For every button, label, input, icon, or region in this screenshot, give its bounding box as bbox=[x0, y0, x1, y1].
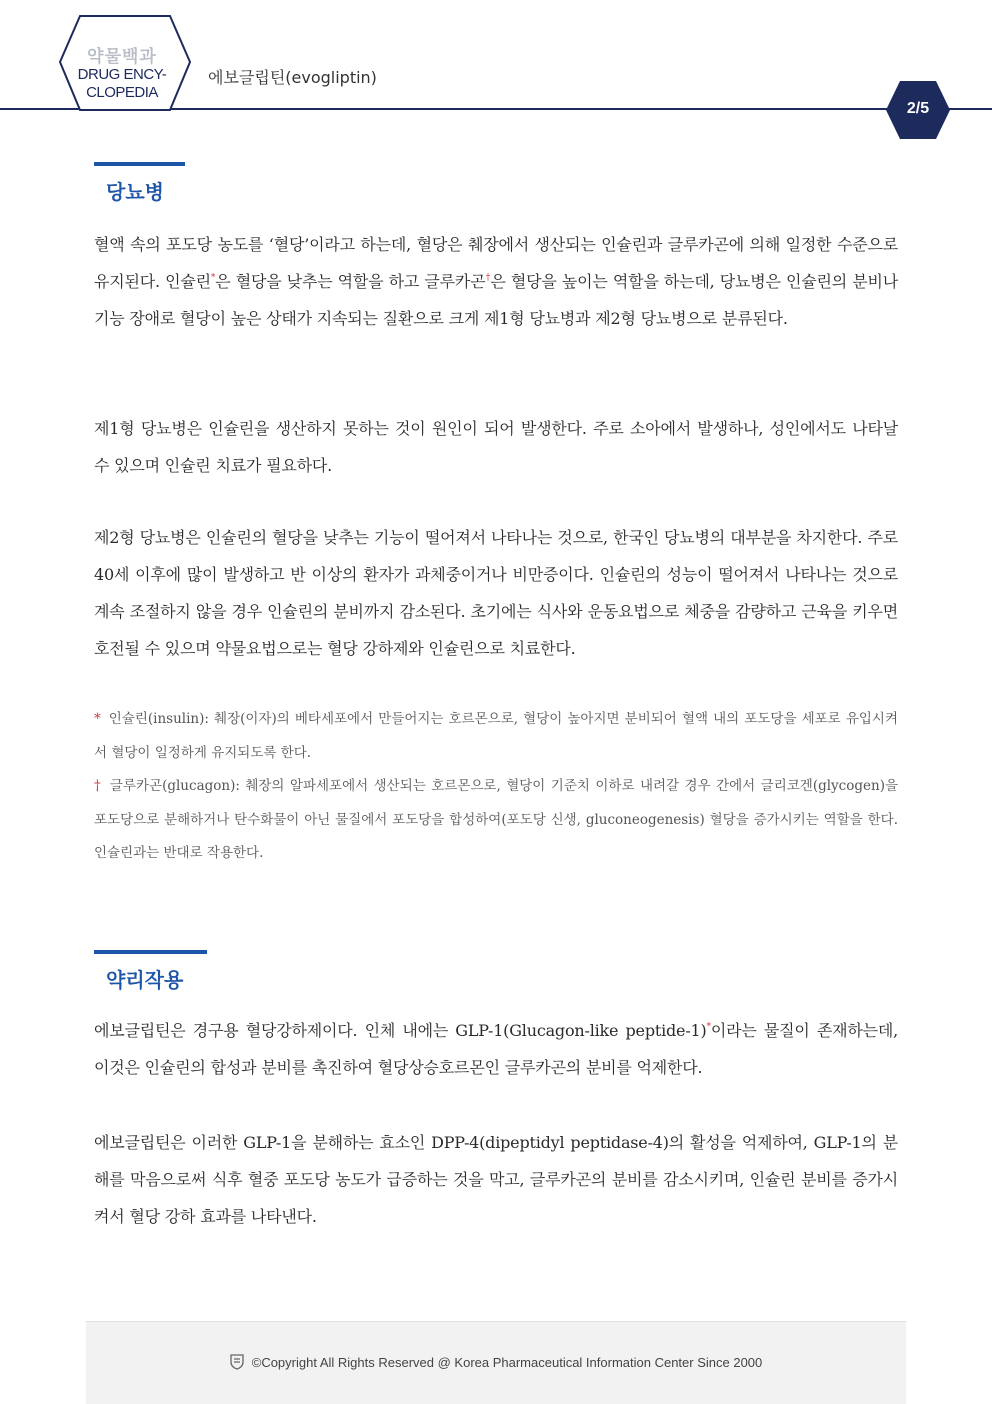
footnote-marker: † bbox=[485, 273, 491, 283]
paragraph-diabetes-intro bbox=[94, 226, 898, 337]
text-span: 은 혈당을 낮추는 역할을 하고 글루카곤 bbox=[215, 272, 486, 291]
text-span: 은 혈당을 높이는 역할을 하는데, 당뇨병은 인슐린의 분비나 기능 장애로 혈당이 높은 상태가 지속되는 질환으로 크게 제1형 당뇨병과 제2형 당뇨병으로 분류된다. bbox=[94, 272, 899, 328]
footnote-glucagon bbox=[94, 770, 898, 871]
text-span: 혈액 속의 포도당 농도를 ‘혈당’이라고 하는데, 혈당은 췌장에서 생산되는 인슐린과 글루카곤에 의해 일정한 수준으로 유지된다. 인슐린 bbox=[94, 235, 898, 291]
logo-english-text bbox=[70, 66, 174, 102]
footnote-mark: † bbox=[94, 778, 102, 794]
shield-icon bbox=[230, 1354, 244, 1370]
footer-copyright bbox=[86, 1354, 906, 1370]
copyright-text: ©Copyright All Rights Reserved @ Korea Pharmaceutical Information Center Since 2000 bbox=[251, 1355, 763, 1370]
section-bar bbox=[94, 950, 207, 954]
footnote-insulin bbox=[94, 703, 898, 770]
footnote-text: 글루카곤(glucagon): 췌장의 알파세포에서 생산되는 호르몬으로, 혈당이 기준치 이하로 내려갈 경우 간에서 글리코겐(glycogen)을 포도당으로 분해하거나 탄수화물이 아닌 물질에서 포도당을 합성하여(포도당 신생, gluconeogenesis) 혈당을 증가시키는 역할을 한다. 인슐린과는 반대로 작용한다. bbox=[94, 778, 898, 861]
section-title-pharmacology: 약리작용 bbox=[106, 968, 184, 992]
section-title-diabetes: 당뇨병 bbox=[106, 180, 164, 204]
logo-en-line2: CLOPEDIA bbox=[86, 84, 158, 101]
footnote-mark: * bbox=[94, 711, 101, 727]
footnote-marker: * bbox=[706, 1022, 711, 1032]
logo-en-line1: DRUG ENCY- bbox=[77, 66, 167, 83]
text-span: 이라는 물질이 존재하는데, 이것은 인슐린의 합성과 분비를 촉진하여 혈당상승호르몬인 글루카곤의 분비를 억제한다. bbox=[94, 1021, 898, 1077]
footnote-marker: * bbox=[210, 273, 216, 283]
text-span: 에보글립틴은 경구용 혈당강하제이다. 인체 내에는 GLP-1(Glucagon-like peptide-1) bbox=[94, 1021, 707, 1040]
paragraph-pharmacology-1 bbox=[94, 1012, 898, 1086]
page-number: 2/5 bbox=[906, 100, 930, 117]
footnotes bbox=[94, 703, 898, 871]
page-footer bbox=[86, 1321, 906, 1404]
footnote-text: 인슐린(insulin): 췌장(이자)의 베타세포에서 만들어지는 호르몬으로, 혈당이 높아지면 분비되어 혈액 내의 포도당을 세포로 유입시켜서 혈당이 일정하게 유지되도록 한다. bbox=[94, 711, 898, 761]
section-bar bbox=[94, 162, 185, 166]
logo-korean-text: 약물백과 bbox=[87, 47, 157, 67]
document-title: 에보글립틴(evogliptin) bbox=[208, 68, 377, 87]
paragraph-type2: 제2형 당뇨병은 인슐린의 혈당을 낮추는 기능이 떨어져서 나타나는 것으로, 한국인 당뇨병의 대부분을 차지한다. 주로 40세 이후에 많이 발생하고 반 이상의 환자가 과체중이거나 비만증이다. 인슐린의 성능이 떨어져서 나타나는 것으로 계속 조절하지 않을 경우 인슐린의 분비까지 감소된다. 초기에는 식사와 운동요법으로 체중을 감량하고 근육을 키우면 호전될 수 있으며 약물요법으로는 혈당 강하제와 인슐린으로 치료한다. bbox=[94, 528, 898, 658]
paragraph-pharmacology-2: 에보글립틴은 이러한 GLP-1을 분해하는 효소인 DPP-4(dipeptidyl peptidase-4)의 활성을 억제하여, GLP-1의 분해를 막음으로써 식후 혈중 포도당 농도가 급증하는 것을 막고, 글루카곤의 분비를 감소시키며, 인슐린 분비를 증가시켜서 혈당 강하 효과를 나타낸다. bbox=[94, 1133, 898, 1226]
paragraph-type1: 제1형 당뇨병은 인슐린을 생산하지 못하는 것이 원인이 되어 발생한다. 주로 소아에서 발생하나, 성인에서도 나타날 수 있으며 인슐린 치료가 필요하다. bbox=[94, 419, 898, 475]
